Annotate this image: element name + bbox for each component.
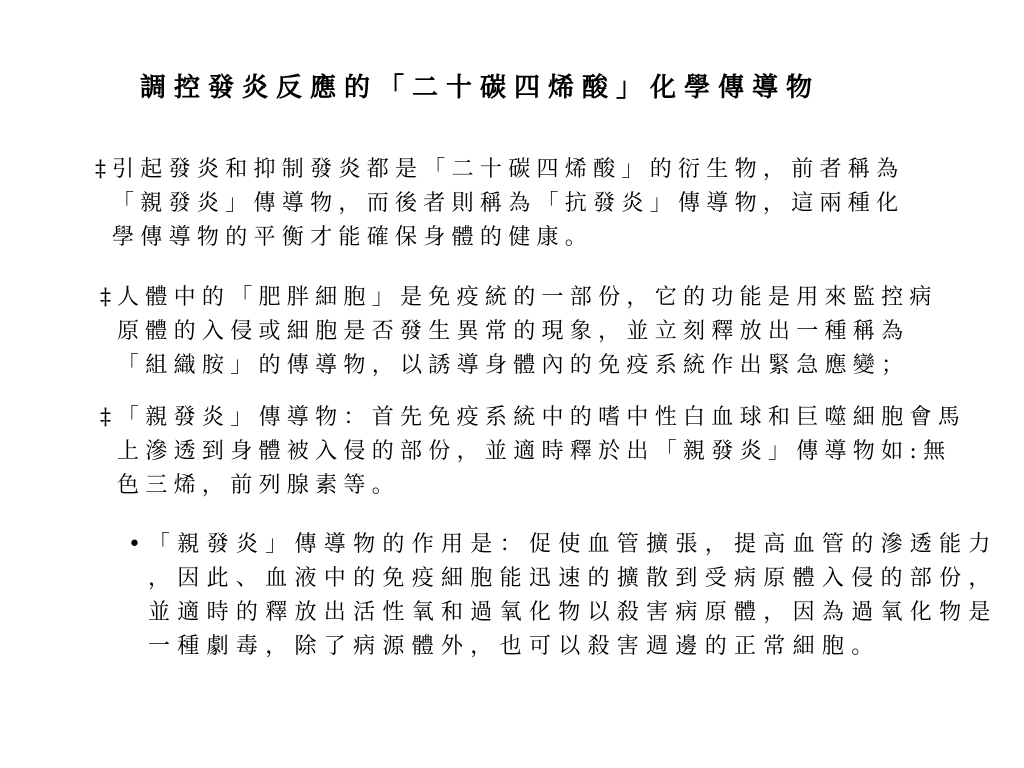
paragraph-line [128,528,998,562]
paragraph-line: 色三烯，前列腺素等。 [117,473,401,498]
paragraph-line: 並適時的釋放出活性氧和過氧化物以殺害病原體，因為過氧化物是 [148,600,998,625]
line-text: 「親發炎」傳導物：首先免疫系統中的嗜中性白血球和巨噬細胞會馬 [117,405,967,430]
double-dagger-bullet: ‡ [95,157,106,182]
paragraph-line [100,281,938,315]
double-dagger-bullet: ‡ [100,405,111,430]
paragraph-line: ，因此、血液中的免疫細胞能迅速的擴散到受病原體入侵的部份， [148,566,998,591]
round-bullet: • [128,532,141,557]
line-text: 引起發炎和抑制發炎都是「二十碳四烯酸」的衍生物，前者稱為 [112,157,905,182]
paragraph-line: 「組織胺」的傳導物，以誘導身體內的免疫系統作出緊急應變； [117,353,910,378]
paragraph-line [95,153,904,187]
double-dagger-bullet: ‡ [100,285,111,310]
slide-title: 調控發炎反應的「二十碳四烯酸」化學傳導物 [140,73,821,103]
paragraph-line: 「親發炎」傳導物，而後者則稱為「抗發炎」傳導物，這兩種化 [112,191,905,216]
paragraph-line: 一種劇毒，除了病源體外，也可以殺害週邊的正常細胞。 [148,634,881,659]
line-text: 「親發炎」傳導物的作用是：促使血管擴張，提高血管的滲透能力 [148,532,998,557]
paragraph-pro-anti-inflammatory [95,153,904,255]
paragraph-mast-cells [100,281,938,383]
paragraph-line: 原體的入侵或細胞是否發生異常的現象，並立刻釋放出一種稱為 [117,319,910,344]
paragraph-pro-inflammatory-mediators [100,401,966,503]
paragraph-line: 上滲透到身體被入侵的部份，並適時釋於出「親發炎」傳導物如:無 [117,439,952,464]
paragraph-line [100,401,966,435]
line-text: 人體中的「肥胖細胞」是免疫統的一部份，它的功能是用來監控病 [117,285,938,310]
paragraph-line: 學傳導物的平衡才能確保身體的健康。 [112,225,594,250]
paragraph-mediator-effects [128,528,998,664]
